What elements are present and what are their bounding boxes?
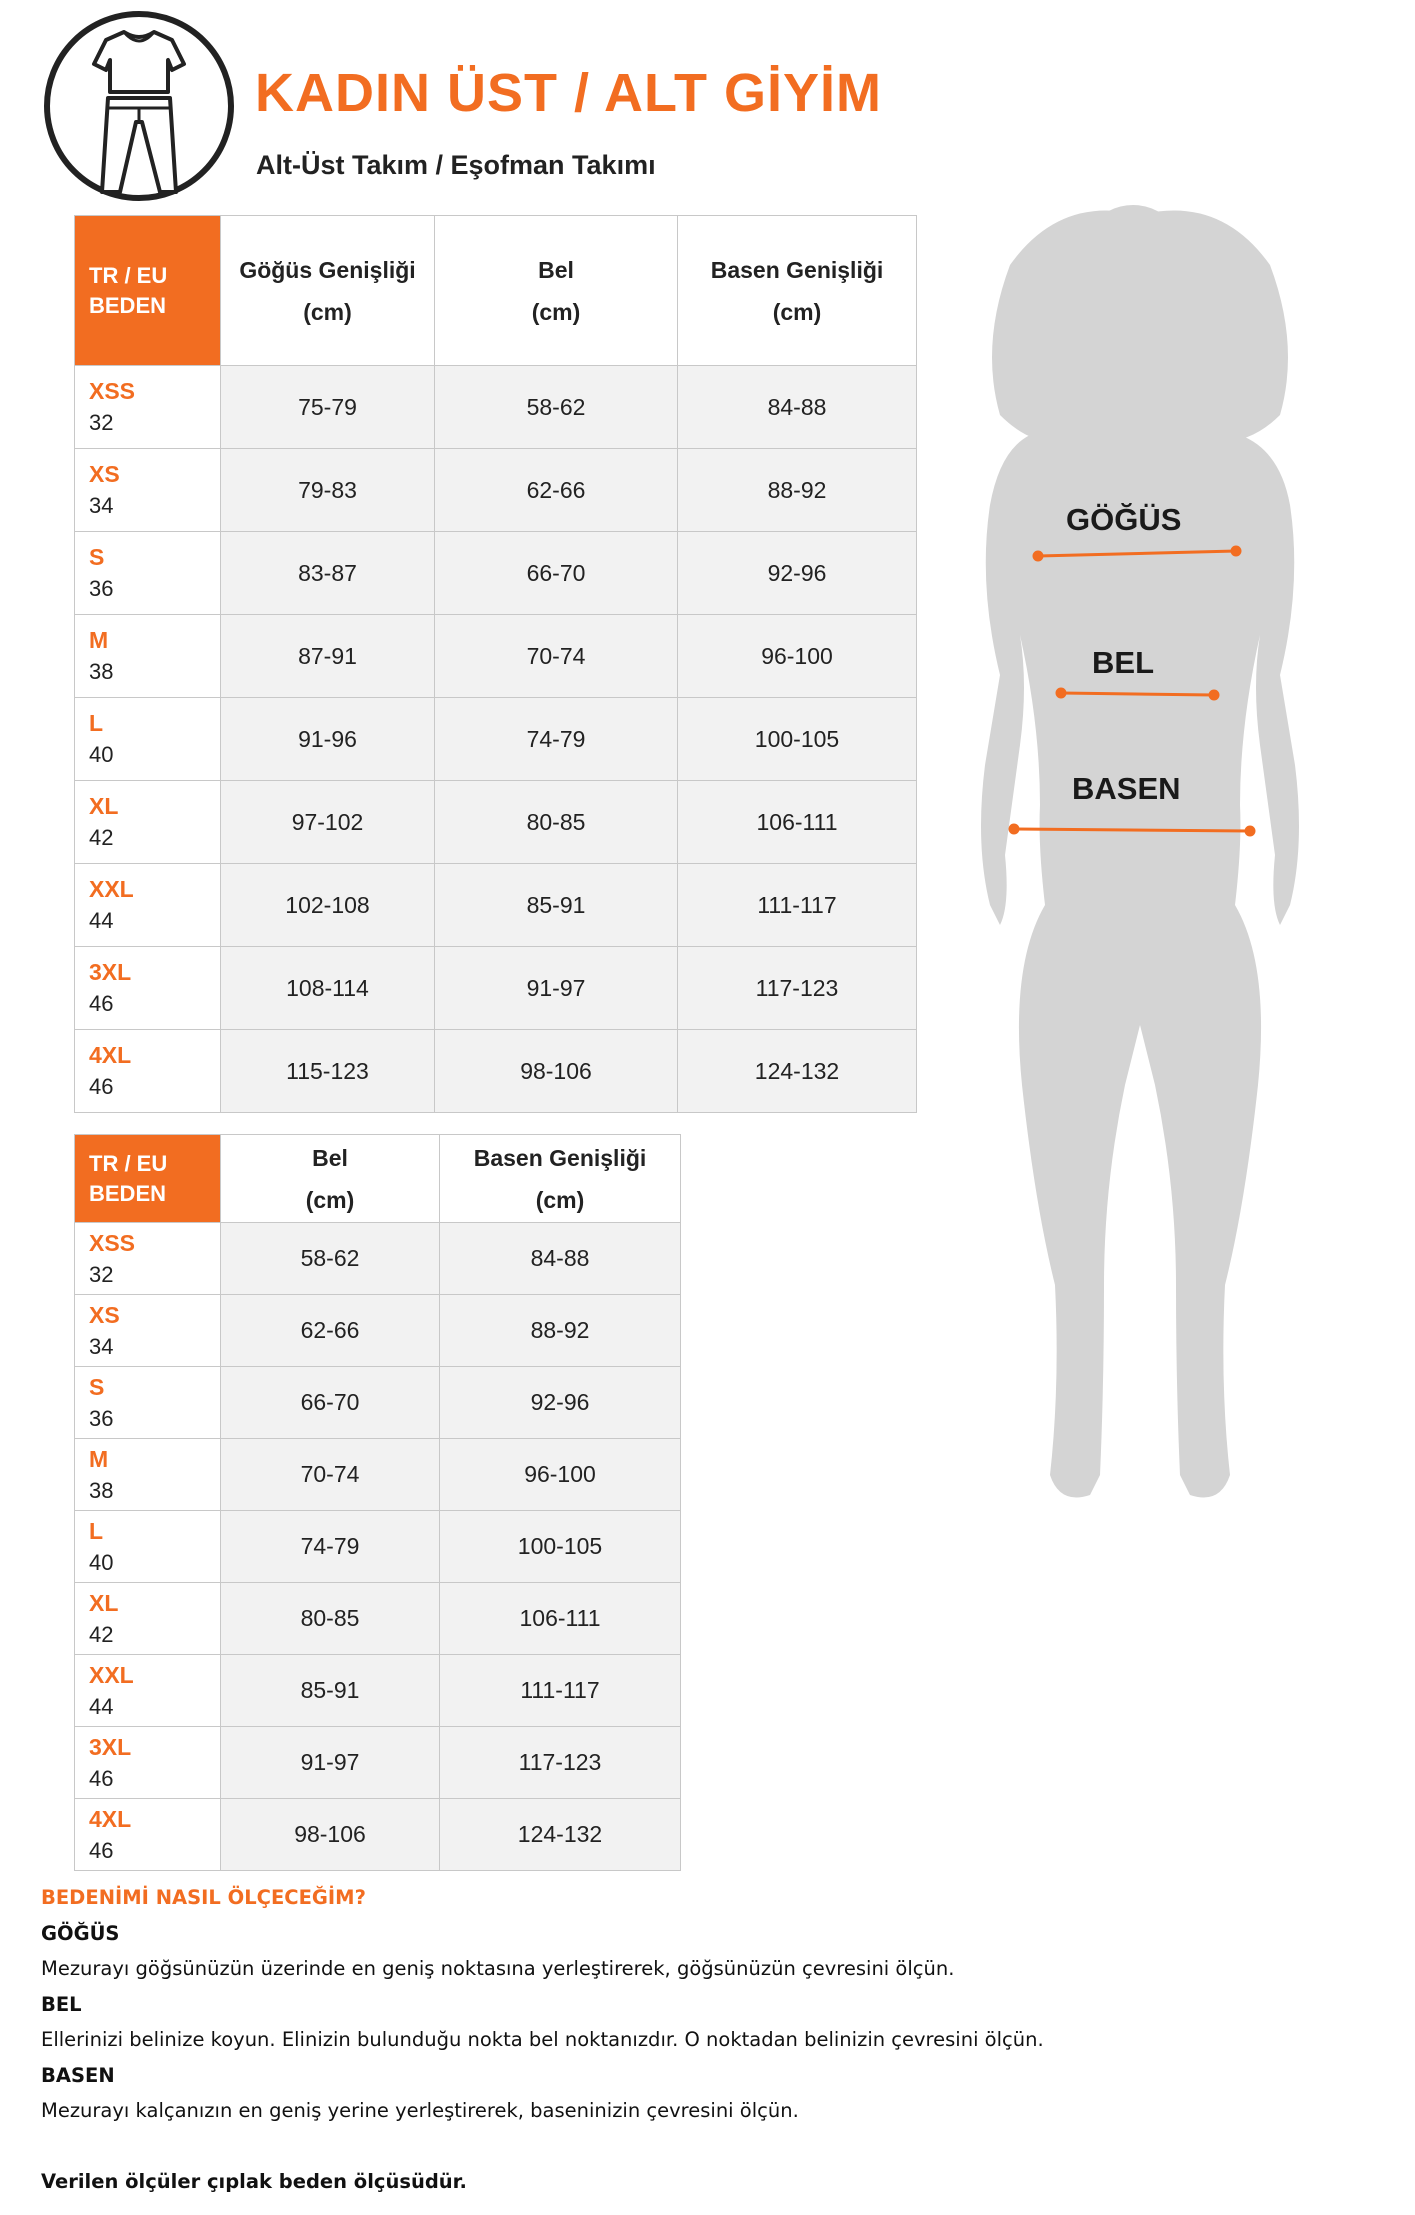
measurement-cell: 124-132 <box>678 1030 917 1113</box>
measurement-cell: 98-106 <box>435 1030 678 1113</box>
measurement-cell: 80-85 <box>221 1583 440 1655</box>
table-row <box>75 449 917 532</box>
measurement-cell: 83-87 <box>221 532 435 615</box>
size-cell <box>75 1439 221 1511</box>
size-cell <box>75 1223 221 1295</box>
size-cell <box>75 615 221 698</box>
measurement-cell: 92-96 <box>440 1367 681 1439</box>
size-code: M <box>89 627 109 653</box>
size-code: S <box>89 544 105 570</box>
chest-instruction-text: Mezurayı göğsünüzün üzerinde en geniş noktasına yerleştirerek, göğsünüzün çevresini ölçün. <box>41 1957 955 1980</box>
size-number: 38 <box>89 659 114 684</box>
size-number: 44 <box>89 1693 114 1719</box>
measurement-cell: 96-100 <box>440 1439 681 1511</box>
waist-column-header: Bel (cm) <box>435 216 678 366</box>
size-code: 3XL <box>89 1733 132 1760</box>
size-number: 42 <box>89 825 114 850</box>
bottom-size-table <box>74 1134 681 1871</box>
measurement-cell: 85-91 <box>221 1655 440 1727</box>
measurement-cell: 106-111 <box>440 1583 681 1655</box>
table-row <box>75 698 917 781</box>
size-cell <box>75 1511 221 1583</box>
hip-label: BASEN <box>1072 771 1181 806</box>
measurement-cell: 117-123 <box>678 947 917 1030</box>
hip-instruction-text: Mezurayı kalçanızın en geniş yerine yerleştirerek, baseninizin çevresini ölçün. <box>41 2099 799 2122</box>
measurement-cell: 70-74 <box>435 615 678 698</box>
measurement-cell: 84-88 <box>440 1223 681 1295</box>
table-row <box>75 1799 681 1871</box>
size-code: M <box>89 1445 109 1472</box>
measurement-cell: 66-70 <box>221 1367 440 1439</box>
size-code: XSS <box>89 378 136 404</box>
waist-instruction-title: BEL <box>41 1992 82 2016</box>
waist-label: BEL <box>1092 645 1154 680</box>
measurement-cell: 70-74 <box>221 1439 440 1511</box>
size-code: L <box>89 1517 104 1544</box>
measurement-cell: 84-88 <box>678 366 917 449</box>
measurement-cell: 58-62 <box>435 366 678 449</box>
size-cell <box>75 781 221 864</box>
size-cell <box>75 1655 221 1727</box>
size-code: XS <box>89 461 120 487</box>
size-code: XXL <box>89 1661 134 1688</box>
size-cell <box>75 1295 221 1367</box>
size-number: 42 <box>89 1621 114 1647</box>
measurement-cell: 62-66 <box>221 1295 440 1367</box>
size-code: L <box>89 710 104 736</box>
how-to-measure-section <box>41 1880 1381 2199</box>
size-cell <box>75 864 221 947</box>
size-cell <box>75 1583 221 1655</box>
top-size-table <box>74 215 917 1113</box>
measurement-cell: 124-132 <box>440 1799 681 1871</box>
measurement-cell: 62-66 <box>435 449 678 532</box>
measurement-cell: 79-83 <box>221 449 435 532</box>
measurement-cell: 115-123 <box>221 1030 435 1113</box>
size-cell <box>75 1799 221 1871</box>
hip-column-header: Basen Genişliği (cm) <box>678 216 917 366</box>
measurement-cell: 58-62 <box>221 1223 440 1295</box>
size-number: 36 <box>89 1405 114 1431</box>
size-code: XXL <box>89 876 134 902</box>
size-number: 40 <box>89 1549 114 1575</box>
measurement-cell: 111-117 <box>440 1655 681 1727</box>
measurement-cell: 87-91 <box>221 615 435 698</box>
measurement-cell: 100-105 <box>678 698 917 781</box>
measurement-cell: 106-111 <box>678 781 917 864</box>
chest-label: GÖĞÜS <box>1066 502 1182 537</box>
size-number: 38 <box>89 1477 114 1503</box>
size-number: 34 <box>89 493 114 518</box>
measurement-cell: 111-117 <box>678 864 917 947</box>
measurement-cell: 91-97 <box>221 1727 440 1799</box>
table-row <box>75 1439 681 1511</box>
size-number: 46 <box>89 991 114 1016</box>
measurement-cell: 88-92 <box>678 449 917 532</box>
measurement-note: Verilen ölçüler çıplak beden ölçüsüdür. <box>41 2169 467 2193</box>
table-row <box>75 366 917 449</box>
size-code: 4XL <box>89 1805 132 1832</box>
measurement-cell: 92-96 <box>678 532 917 615</box>
measurement-cell: 66-70 <box>435 532 678 615</box>
size-cell <box>75 698 221 781</box>
measurement-cell: 74-79 <box>221 1511 440 1583</box>
table-row <box>75 947 917 1030</box>
page-title: KADIN ÜST / ALT GİYİM <box>255 63 882 123</box>
size-number: 46 <box>89 1074 114 1099</box>
size-number: 46 <box>89 1765 114 1791</box>
size-code: XSS <box>89 1229 136 1256</box>
size-number: 36 <box>89 576 114 601</box>
body-silhouette <box>940 205 1340 1545</box>
how-to-measure-heading: BEDENİMİ NASIL ÖLÇECEĞİM? <box>41 1886 366 1909</box>
size-code: 3XL <box>89 959 132 985</box>
chest-column-header: Göğüs Genişliği (cm) <box>221 216 435 366</box>
size-number: 46 <box>89 1837 114 1863</box>
measurement-cell: 97-102 <box>221 781 435 864</box>
size-cell <box>75 366 221 449</box>
table-row <box>75 781 917 864</box>
table-row <box>75 615 917 698</box>
waist-column-header: Bel (cm) <box>221 1135 440 1223</box>
table-row <box>75 1511 681 1583</box>
table-row <box>75 1655 681 1727</box>
hip-column-header: Basen Genişliği (cm) <box>440 1135 681 1223</box>
measurement-cell: 91-97 <box>435 947 678 1030</box>
size-cell <box>75 532 221 615</box>
measurement-cell: 98-106 <box>221 1799 440 1871</box>
size-cell <box>75 1367 221 1439</box>
table-row <box>75 532 917 615</box>
measurement-cell: 100-105 <box>440 1511 681 1583</box>
measurement-cell: 96-100 <box>678 615 917 698</box>
page-subtitle: Alt-Üst Takım / Eşofman Takımı <box>256 150 656 180</box>
size-cell <box>75 449 221 532</box>
hip-instruction-title: BASEN <box>41 2063 115 2087</box>
table-row <box>75 1295 681 1367</box>
chest-instruction-title: GÖĞÜS <box>41 1921 120 1945</box>
table-row <box>75 1583 681 1655</box>
size-number: 44 <box>89 908 114 933</box>
measurement-cell: 102-108 <box>221 864 435 947</box>
size-cell <box>75 1030 221 1113</box>
size-number: 34 <box>89 1333 114 1359</box>
size-code: XS <box>89 1301 120 1328</box>
measurement-cell: 108-114 <box>221 947 435 1030</box>
measurement-cell: 85-91 <box>435 864 678 947</box>
tshirt-and-pants-icon <box>44 6 234 206</box>
size-number: 32 <box>89 410 114 435</box>
measurement-cell: 88-92 <box>440 1295 681 1367</box>
measurement-cell: 117-123 <box>440 1727 681 1799</box>
measurement-cell: 91-96 <box>221 698 435 781</box>
waist-instruction-text: Ellerinizi belinize koyun. Elinizin bulunduğu nokta bel noktanızdır. O noktadan belinizin çevresini ölçün. <box>41 2028 1044 2051</box>
size-code: XL <box>89 1589 119 1616</box>
size-code: XL <box>89 793 119 819</box>
measurement-cell: 74-79 <box>435 698 678 781</box>
table-row <box>75 1030 917 1113</box>
size-column-header: TR / EU BEDEN <box>75 1135 221 1223</box>
size-number: 40 <box>89 742 114 767</box>
measurement-cell: 75-79 <box>221 366 435 449</box>
size-number: 32 <box>89 1261 114 1287</box>
table-row <box>75 1367 681 1439</box>
size-code: S <box>89 1373 105 1400</box>
size-cell <box>75 1727 221 1799</box>
table-row <box>75 1223 681 1295</box>
table-row <box>75 1727 681 1799</box>
table-row <box>75 864 917 947</box>
measurement-cell: 80-85 <box>435 781 678 864</box>
size-cell <box>75 947 221 1030</box>
size-code: 4XL <box>89 1042 132 1068</box>
size-column-header: TR / EU BEDEN <box>75 216 221 366</box>
